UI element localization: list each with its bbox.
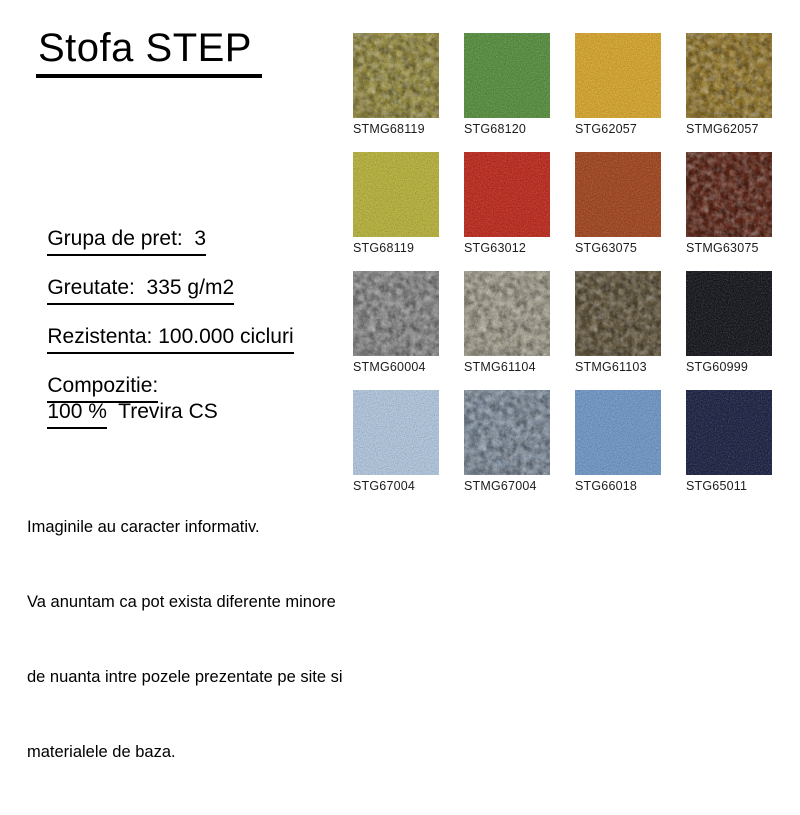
spec-composition-material: Trevira CS xyxy=(106,400,218,423)
swatch-cell xyxy=(353,33,439,136)
fabric-swatch-image xyxy=(353,390,439,475)
fabric-swatch-image xyxy=(353,33,439,118)
fabric-swatch-image xyxy=(686,390,772,475)
swatch-cell xyxy=(353,152,439,255)
disclaimer-line: Imaginile au caracter informativ. xyxy=(27,518,260,536)
swatch-cell xyxy=(686,271,772,374)
fabric-swatch-image xyxy=(686,271,772,356)
spec-price-group-text: Grupa de pret: 3 xyxy=(47,227,206,256)
fabric-swatch-image xyxy=(464,152,550,237)
spec-weight-text: Greutate: 335 g/m2 xyxy=(47,276,234,305)
fabric-swatch-image xyxy=(464,390,550,475)
swatch-code: STG68120 xyxy=(464,122,527,136)
swatch-code: STG62057 xyxy=(575,122,638,136)
fabric-swatch-image xyxy=(575,271,661,356)
fabric-swatch-image xyxy=(464,271,550,356)
swatch-grid xyxy=(353,33,773,493)
spec-composition-label-text: Compozitie: xyxy=(47,374,158,403)
swatch-cell xyxy=(353,390,439,493)
swatch-code: STMG68119 xyxy=(353,122,425,136)
spec-composition-percent: 100 % xyxy=(47,400,107,429)
swatch-cell xyxy=(686,390,772,493)
swatch-cell xyxy=(464,271,550,374)
swatch-code: STMG61103 xyxy=(575,360,647,374)
swatch-code: STMG63075 xyxy=(686,241,759,255)
spec-composition-value xyxy=(24,376,218,453)
swatch-code: STG67004 xyxy=(353,479,416,493)
swatch-cell xyxy=(464,152,550,255)
disclaimer xyxy=(27,465,343,815)
fabric-swatch-image xyxy=(686,33,772,118)
swatch-code: STMG62057 xyxy=(686,122,759,136)
disclaimer-line: Va anuntam ca pot exista diferente minore xyxy=(27,593,336,611)
fabric-swatch-image xyxy=(686,152,772,237)
swatch-cell xyxy=(686,152,772,255)
swatch-code: STG66018 xyxy=(575,479,638,493)
swatch-code: STG63012 xyxy=(464,241,527,255)
spec-resistance-text: Rezistenta: 100.000 cicluri xyxy=(47,325,293,354)
swatch-code: STMG61104 xyxy=(464,360,536,374)
swatch-code: STG68119 xyxy=(353,241,415,255)
fabric-swatch-image xyxy=(353,152,439,237)
swatch-code: STMG60004 xyxy=(353,360,426,374)
swatch-cell xyxy=(575,33,661,136)
swatch-code: STMG67004 xyxy=(464,479,537,493)
fabric-swatch-image xyxy=(575,152,661,237)
swatch-code: STG63075 xyxy=(575,241,638,255)
fabric-swatch-image xyxy=(464,33,550,118)
swatch-cell xyxy=(464,390,550,493)
fabric-swatch-image xyxy=(575,390,661,475)
page-title: Stofa STEP xyxy=(36,27,262,78)
swatch-cell xyxy=(686,33,772,136)
swatch-cell xyxy=(464,33,550,136)
disclaimer-line: de nuanta intre pozele prezentate pe site si xyxy=(27,668,343,686)
disclaimer-line: materialele de baza. xyxy=(27,743,176,761)
swatch-code: STG65011 xyxy=(686,479,748,493)
fabric-swatch-image xyxy=(575,33,661,118)
swatch-cell xyxy=(353,271,439,374)
swatch-cell xyxy=(575,271,661,374)
fabric-swatch-image xyxy=(353,271,439,356)
swatch-cell xyxy=(575,152,661,255)
swatch-code: STG60999 xyxy=(686,360,749,374)
swatch-cell xyxy=(575,390,661,493)
